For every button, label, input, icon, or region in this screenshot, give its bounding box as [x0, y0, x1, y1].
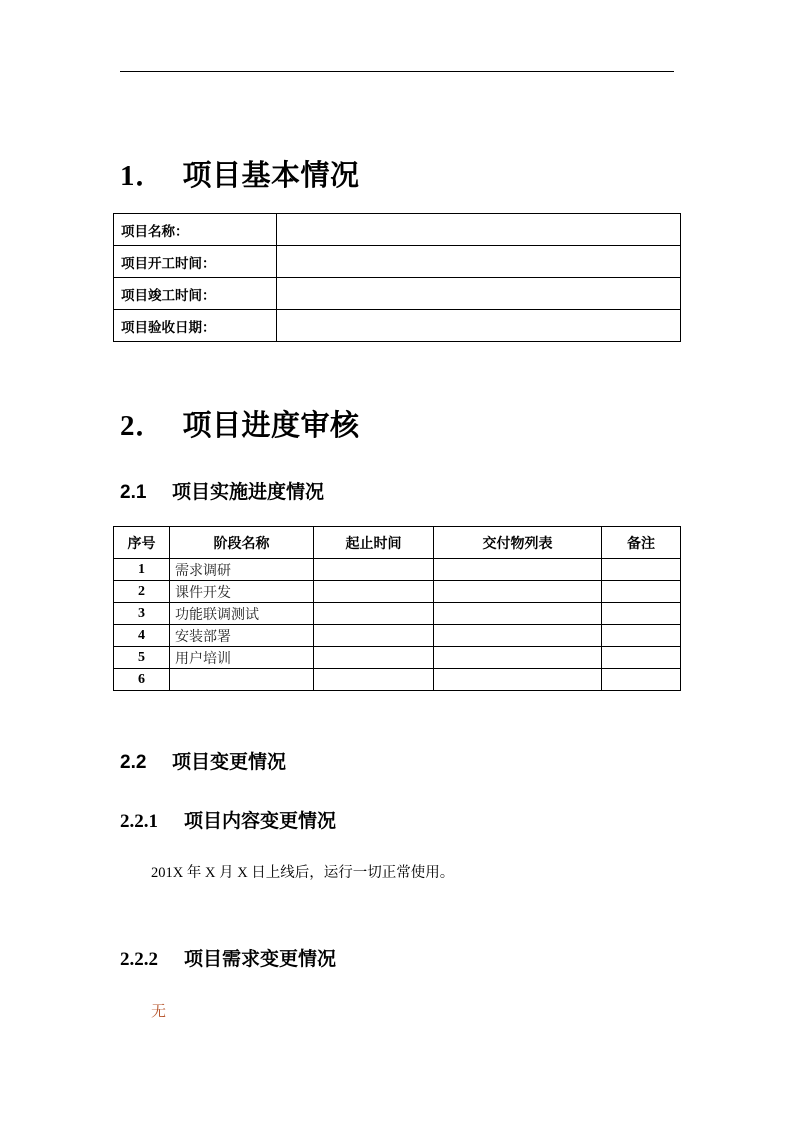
- deliverables-cell: [434, 581, 602, 603]
- row-index: 1: [114, 559, 170, 581]
- table-row: [114, 603, 681, 625]
- table-row: [114, 581, 681, 603]
- project-info-table: [113, 213, 681, 342]
- info-label: 项目竣工时间：: [114, 278, 277, 310]
- deliverables-cell: [434, 647, 602, 669]
- table-row: [114, 278, 681, 310]
- period-cell: [314, 669, 434, 691]
- row-index: 4: [114, 625, 170, 647]
- deliverables-cell: [434, 669, 602, 691]
- info-value: [277, 278, 681, 310]
- section-number: 2．: [120, 410, 165, 442]
- section-title: 项目基本情况: [182, 160, 360, 192]
- info-label: 项目验收日期：: [114, 310, 277, 342]
- subsection-number: 2.2.2: [120, 949, 158, 970]
- period-cell: [314, 625, 434, 647]
- table-row: [114, 246, 681, 278]
- table-row: [114, 625, 681, 647]
- section-2-heading: [120, 403, 360, 444]
- subsection-2-1-heading: [120, 477, 324, 504]
- stage-name: 功能联调测试: [170, 603, 314, 625]
- info-label: 项目开工时间：: [114, 246, 277, 278]
- table-row: [114, 647, 681, 669]
- info-label: 项目名称：: [114, 214, 277, 246]
- column-header: 起止时间: [314, 527, 434, 559]
- table-row: [114, 559, 681, 581]
- info-value: [277, 214, 681, 246]
- subsection-2-2-2-heading: [120, 944, 336, 971]
- stage-name: 用户培训: [170, 647, 314, 669]
- table-row: [114, 310, 681, 342]
- row-index: 2: [114, 581, 170, 603]
- info-value: [277, 310, 681, 342]
- note-cell: [602, 625, 681, 647]
- content-change-text: 201X 年 X 月 X 日上线后，运行一切正常使用。: [151, 865, 455, 881]
- subsection-number: 2.1: [120, 482, 147, 503]
- stage-name: 安装部署: [170, 625, 314, 647]
- subsection-title: 项目需求变更情况: [184, 949, 337, 970]
- row-index: 3: [114, 603, 170, 625]
- info-value: [277, 246, 681, 278]
- note-cell: [602, 559, 681, 581]
- row-index: 5: [114, 647, 170, 669]
- stage-name: 课件开发: [170, 581, 314, 603]
- deliverables-cell: [434, 625, 602, 647]
- subsection-2-2-heading: [120, 747, 286, 774]
- row-index: 6: [114, 669, 170, 691]
- section-1-heading: [120, 153, 360, 194]
- page-header-rule: [120, 71, 674, 72]
- section-title: 项目进度审核: [182, 410, 360, 442]
- subsection-title: 项目内容变更情况: [184, 811, 337, 832]
- table-header-row: [114, 527, 681, 559]
- progress-table: [113, 526, 681, 691]
- column-header: 备注: [602, 527, 681, 559]
- deliverables-cell: [434, 603, 602, 625]
- subsection-title: 项目变更情况: [172, 752, 287, 773]
- note-cell: [602, 581, 681, 603]
- note-cell: [602, 669, 681, 691]
- subsection-2-2-1-heading: [120, 806, 336, 833]
- stage-name: 需求调研: [170, 559, 314, 581]
- period-cell: [314, 581, 434, 603]
- subsection-title: 项目实施进度情况: [172, 482, 325, 503]
- period-cell: [314, 603, 434, 625]
- subsection-number: 2.2: [120, 752, 147, 773]
- subsection-number: 2.2.1: [120, 811, 158, 832]
- period-cell: [314, 647, 434, 669]
- period-cell: [314, 559, 434, 581]
- stage-name: [170, 669, 314, 691]
- requirement-change-text: 无: [151, 1004, 167, 1020]
- column-header: 序号: [114, 527, 170, 559]
- section-number: 1．: [120, 160, 165, 192]
- note-cell: [602, 603, 681, 625]
- deliverables-cell: [434, 559, 602, 581]
- column-header: 阶段名称: [170, 527, 314, 559]
- table-row: [114, 214, 681, 246]
- table-row: [114, 669, 681, 691]
- note-cell: [602, 647, 681, 669]
- column-header: 交付物列表: [434, 527, 602, 559]
